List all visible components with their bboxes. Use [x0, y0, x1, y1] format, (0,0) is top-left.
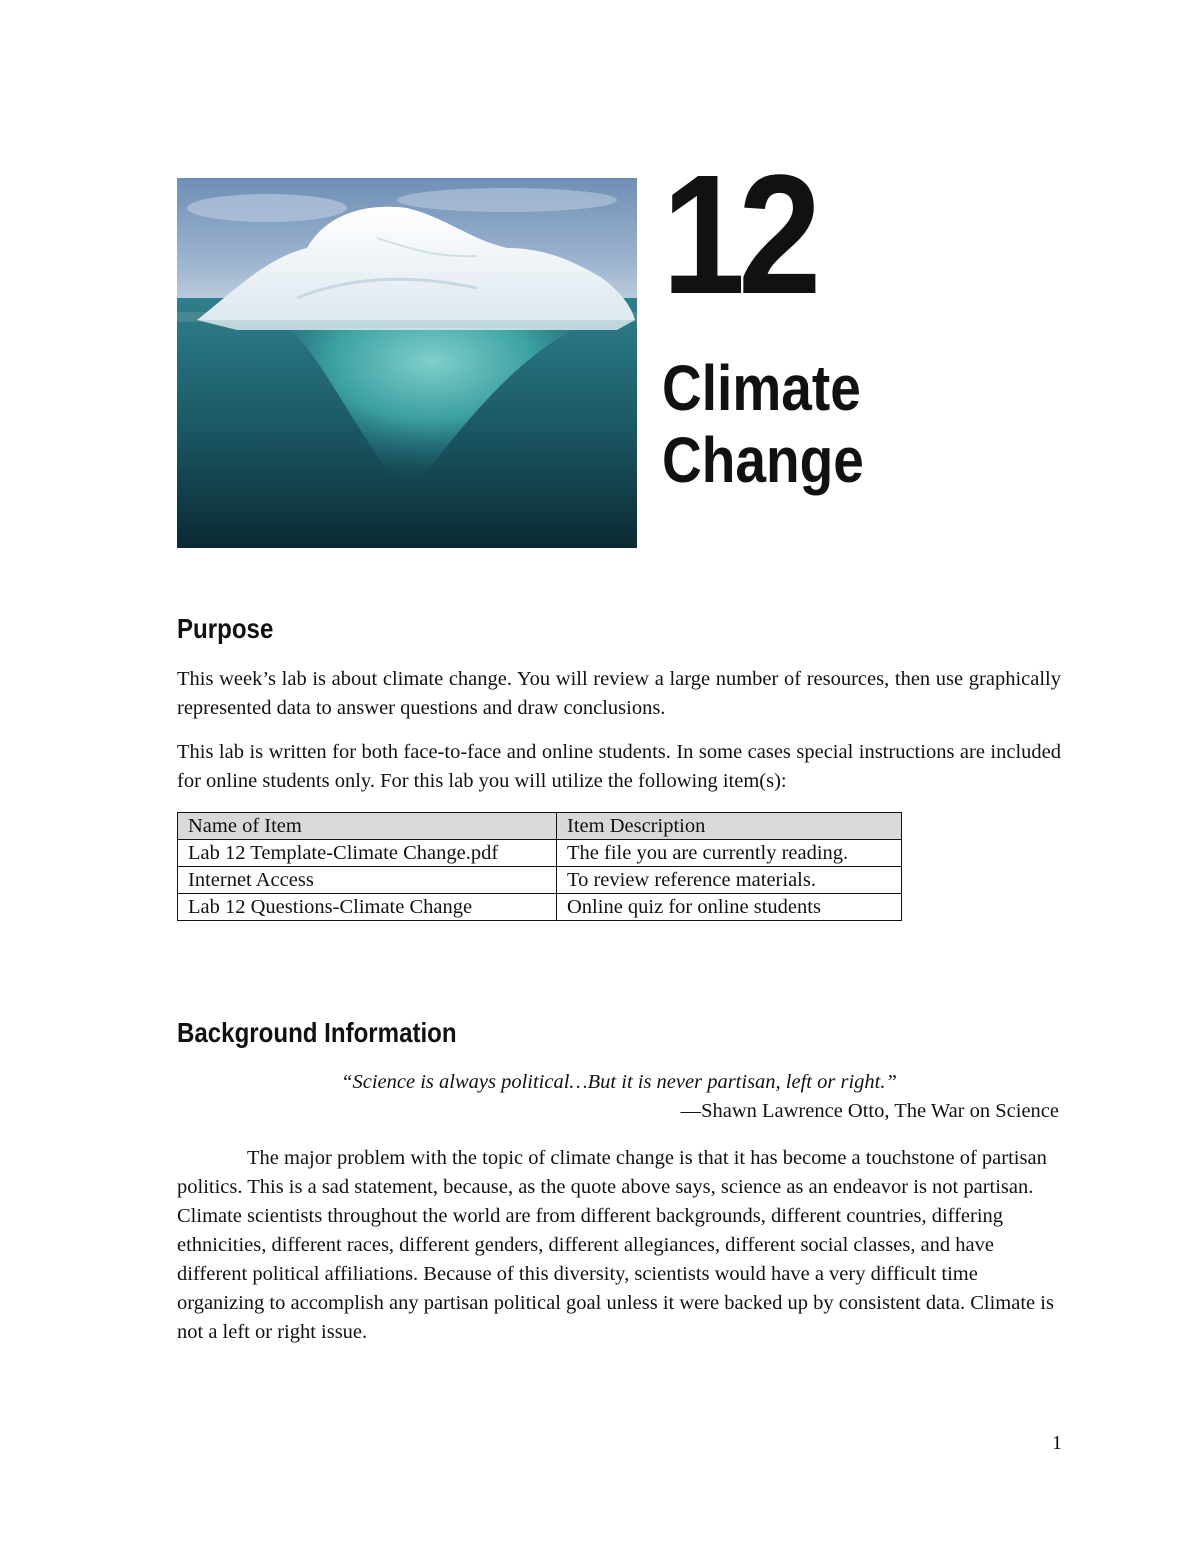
epigraph-attribution: —Shawn Lawrence Otto, The War on Science — [680, 1100, 1059, 1122]
table-cell: The file you are currently reading. — [557, 840, 902, 867]
table-row — [178, 867, 902, 894]
page-number: 1 — [1052, 1432, 1062, 1454]
table-header-cell: Item Description — [557, 813, 902, 840]
table-row — [178, 894, 902, 921]
table-cell: Internet Access — [178, 867, 557, 894]
background-paragraph-text: The major problem with the topic of climate change is that it has become a touchstone of partisan politics. This is a sad statement, because, as the quote above says, science as an endeavor is not partisan. Climate scientists throughout the world are from different backgrounds, different countries, differing ethnicities, different races, different genders, different allegiances, different social classes, and have different political affiliations. Because of this diversity, scientists would have a very difficult time organizing to accomplish any partisan political goal unless it were backed up by consistent data. Climate is not a left or right issue. — [177, 1147, 1054, 1343]
iceberg-photo — [177, 178, 637, 548]
table-header-row — [178, 813, 902, 840]
table-cell: Online quiz for online students — [557, 894, 902, 921]
background-paragraph — [177, 1144, 1061, 1347]
items-table — [177, 812, 902, 921]
table-header-cell: Name of Item — [178, 813, 557, 840]
chapter-title — [662, 352, 864, 496]
background-heading: Background Information — [177, 1017, 457, 1048]
epigraph-quote: “Science is always political…But it is never partisan, left or right.” — [341, 1071, 897, 1093]
chapter-title-line1: Climate — [662, 352, 861, 424]
chapter-number: 12 — [662, 140, 815, 330]
table-cell: Lab 12 Questions-Climate Change — [178, 894, 557, 921]
purpose-paragraph-2: This lab is written for both face-to-face and online students. In some cases special instructions are included for online students only. For this lab you will utilize the following item(s): — [177, 741, 1061, 792]
table-row — [178, 840, 902, 867]
purpose-paragraph-1: This week’s lab is about climate change. You will review a large number of resources, then use graphically represented data to answer questions and draw conclusions. — [177, 668, 1061, 719]
purpose-heading: Purpose — [177, 613, 274, 644]
table-cell: To review reference materials. — [557, 867, 902, 894]
table-cell: Lab 12 Template-Climate Change.pdf — [178, 840, 557, 867]
chapter-title-line2: Change — [662, 424, 864, 496]
